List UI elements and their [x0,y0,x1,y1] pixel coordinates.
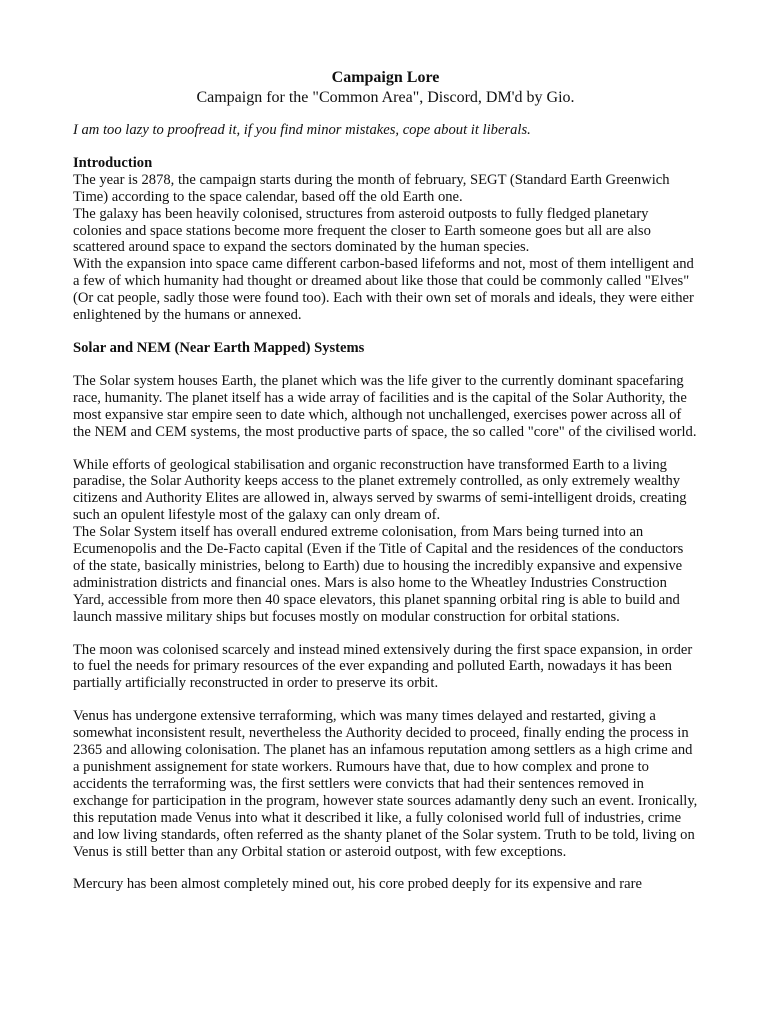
document-title: Campaign Lore [331,69,440,86]
solar-paragraph-5: Venus has undergone extensive terraforming, which was many times delayed and restarted, giving a somewhat inconsistent result, nevertheless the Authority decided to proceed, finally ending the process in 2365 and allowing colonisation. The planet has an infamous reputation among settlers as a high crime and a punishment assignement for state workers. Rumours have that, due to how complex and prone to accidents the terraforming was, the first settlers were convicts that had their sentences removed in exchange for participation in the program, however state sources adamantly deny such an event. Ironically, this reputation made Venus into what it described it like, a fully colonised world full of industries, crime and low living standards, often referred as the shanty planet of the Solar system. Truth to be told, living on Venus is still better than any Orbital station or asteroid outpost, with few exceptions. [73,708,698,860]
solar-paragraph-2: While efforts of geological stabilisation and organic reconstruction have transformed Earth to a living paradise, the Solar Authority keeps access to the planet extremely controlled, as only extremely wealthy citizens and Authority Elites are allowed in, always served by swarms of semi-intelligent droids, creating such an opulent lifestyle most of the galaxy can only dream of. [73,456,687,524]
solar-paragraph-block-2 [73,457,698,626]
solar-paragraph-block-3 [73,642,698,693]
introduction-heading: Introduction [73,154,153,171]
introduction-paragraph-2: The galaxy has been heavily colonised, structures from asteroid outposts to fully fledged planetary colonies and space stations become more frequent the closer to Earth someone goes but all are also scattered around space to expand the sectors dominated by the human species. [73,205,651,256]
document-subtitle: Campaign for the "Common Area", Discord, DM'd by Gio. [196,89,575,106]
solar-paragraph-4: The moon was colonised scarcely and instead mined extensively during the first space expansion, in order to fuel the needs for primary resources of the ever expanding and polluted Earth, nowadays it has been partially artificially reconstructed in order to preserve its orbit. [73,641,693,692]
solar-paragraph-6: Mercury has been almost completely mined out, his core probed deeply for its expensive and rare [73,876,642,893]
disclaimer-note: I am too lazy to proofread it, if you find minor mistakes, cope about it liberals. [73,122,531,138]
solar-paragraph-1: The Solar system houses Earth, the planet which was the life giver to the currently dominant spacefaring race, humanity. The planet itself has a wide array of facilities and is the capital of the Solar Authority, the most expansive star empire seen to date which, although not unchallenged, exercises power across all of the NEM and CEM systems, the most productive parts of space, the so called "core" of the civilised world. [73,372,697,440]
introduction-paragraph-3: With the expansion into space came different carbon-based lifeforms and not, most of them intelligent and a few of which humanity had thought or dreamed about like those that could be commonly called "Elves" (Or cat people, sadly those were found too). Each with their own set of morals and ideals, they were either enlightened by the humans or annexed. [73,256,694,324]
solar-paragraph-block-1 [73,373,698,441]
solar-paragraph-block-4 [73,708,698,860]
solar-section-heading: Solar and NEM (Near Earth Mapped) Systems [73,339,365,356]
introduction-paragraph-1: The year is 2878, the campaign starts during the month of february, SEGT (Standard Earth Greenwich Time) according to the space calendar, based off the old Earth one. [73,171,670,205]
solar-paragraph-3: The Solar System itself has overall endured extreme colonisation, from Mars being turned into an Ecumenopolis and the De-Facto capital (Even if the Title of Capital and the residences of the conductors of the state, basically ministries, belong to Earth) due to housing the incredibly expansive and expensive administration districts and financial ones. Mars is also home to the Wheatley Industries Construction Yard, accessible from more then 40 space elevators, this planet spanning orbital ring is able to build and launch massive military ships but focuses mostly on modular construction for orbital stations. [73,524,684,625]
introduction-section [73,155,698,324]
solar-paragraph-block-5 [73,876,698,893]
